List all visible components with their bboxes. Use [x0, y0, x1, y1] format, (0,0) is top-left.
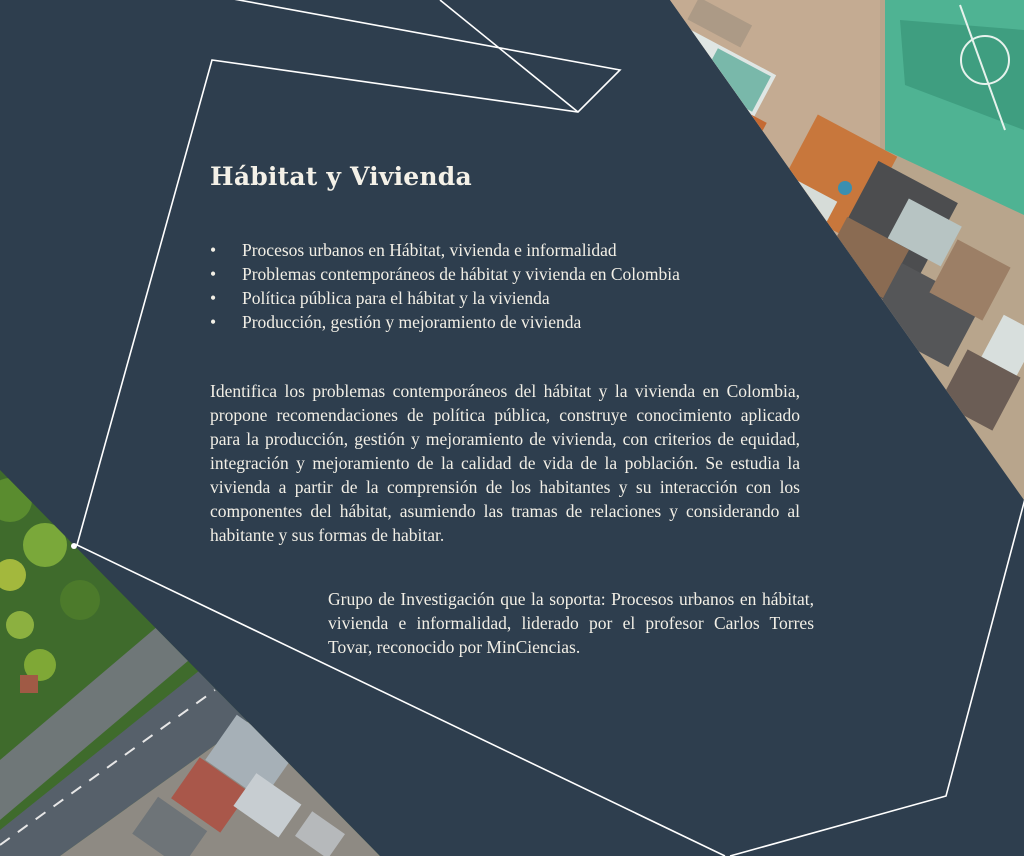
- bullet-marker: •: [210, 240, 217, 260]
- bullet-marker: •: [210, 312, 217, 332]
- topic-label: Producción, gestión y mejoramiento de vivienda: [242, 312, 582, 332]
- topic-label: Problemas contemporáneos de hábitat y vivienda en Colombia: [242, 264, 680, 284]
- topics-list: [210, 238, 830, 334]
- research-group-paragraph: Grupo de Investigación que la soporta: Procesos urbanos en hábitat, vivienda e informalidad, liderado por el profesor Carlos Torres Tovar, reconocido por MinCiencias.: [328, 589, 814, 657]
- bullet-marker: •: [210, 264, 217, 284]
- topic-item: [210, 310, 830, 334]
- description-paragraph: Identifica los problemas contemporáneos del hábitat y la vivienda en Colombia, propone recomendaciones de política pública, construye conocimiento aplicado para la producción, gestión y mejoramiento de vivienda, con criterios de equidad, integración y mejoramiento de la calidad de vida de la población. Se estudia la vivienda a partir de la comprensión de los habitantes y su interacción con los componentes del hábitat, asumiendo las tramas de relaciones y considerando al habitante y sus formas de habitar.: [210, 381, 800, 545]
- topic-item: [210, 238, 830, 262]
- topic-item: [210, 286, 830, 310]
- topic-item: [210, 262, 830, 286]
- bullet-marker: •: [210, 288, 217, 308]
- topic-label: Política pública para el hábitat y la vivienda: [242, 288, 550, 308]
- topic-label: Procesos urbanos en Hábitat, vivienda e informalidad: [242, 240, 617, 260]
- section-title: Hábitat y Vivienda: [210, 162, 472, 191]
